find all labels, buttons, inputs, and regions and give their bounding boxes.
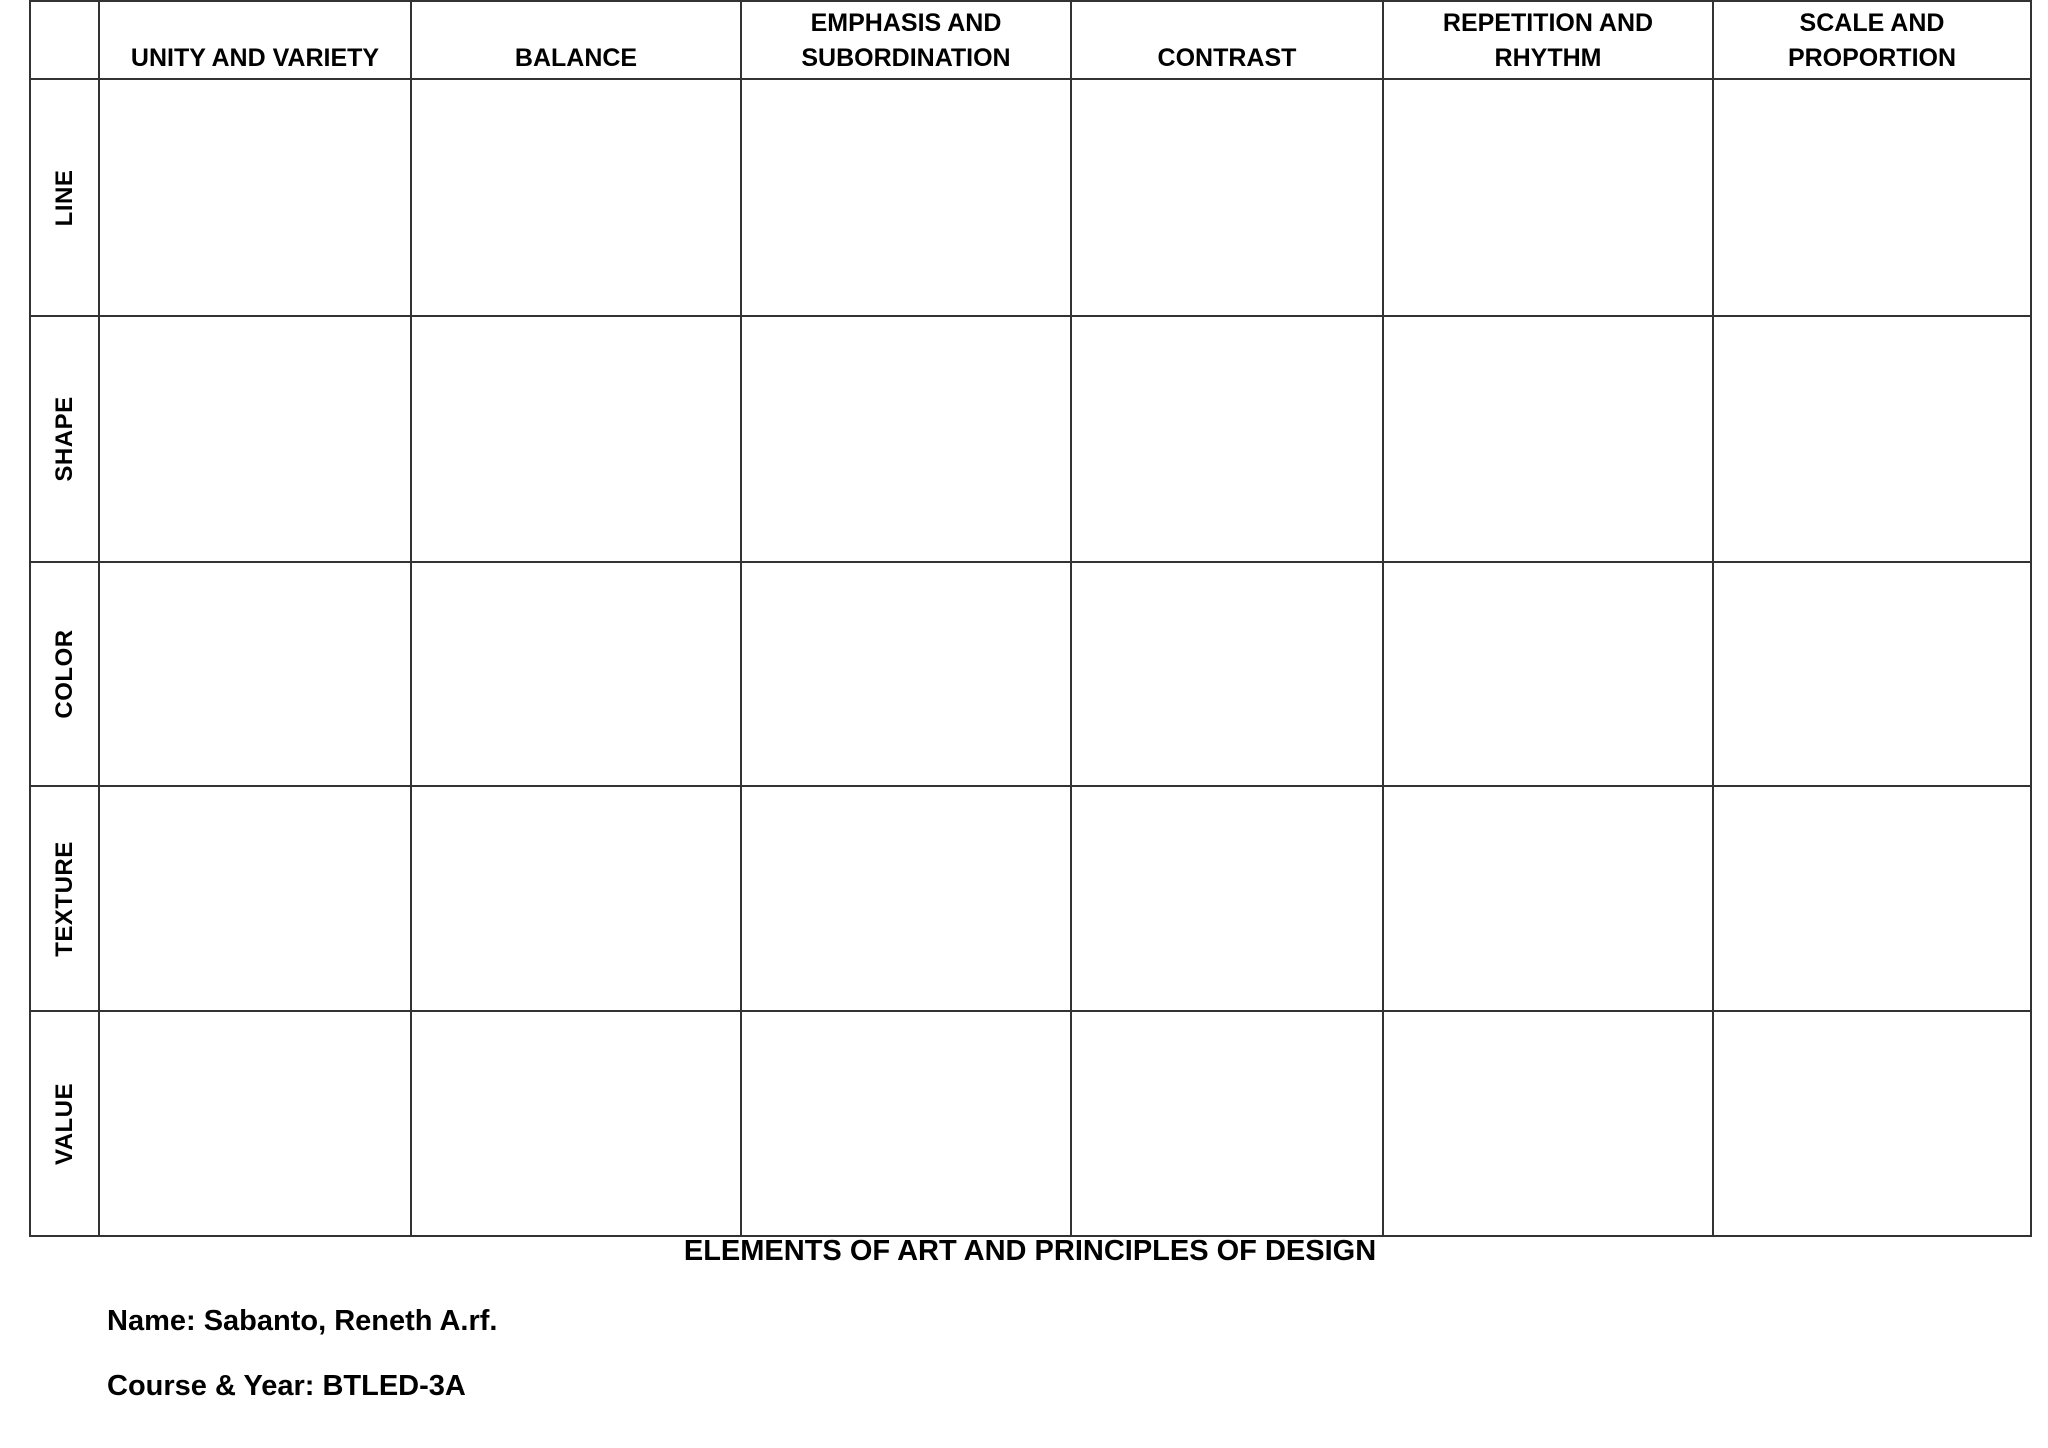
table-cell[interactable] — [1071, 786, 1383, 1011]
table-cell[interactable] — [741, 316, 1071, 562]
row-label-texture: TEXTURE — [30, 786, 99, 1011]
table-cell[interactable] — [1713, 79, 2031, 316]
table-cell[interactable] — [741, 786, 1071, 1011]
table-cell[interactable] — [1383, 316, 1713, 562]
table-cell[interactable] — [741, 79, 1071, 316]
table-cell[interactable] — [741, 1011, 1071, 1236]
table-cell[interactable] — [411, 562, 741, 786]
table-cell[interactable] — [99, 1011, 411, 1236]
row-label-value: VALUE — [30, 1011, 99, 1236]
column-header-scale-and-proportion: SCALE AND PROPORTION — [1713, 1, 2031, 79]
table-cell[interactable] — [411, 316, 741, 562]
course-and-year: Course & Year: BTLED-3A — [107, 1370, 466, 1402]
table-row — [30, 562, 2031, 786]
row-label-line: LINE — [30, 79, 99, 316]
table-cell[interactable] — [1383, 786, 1713, 1011]
column-header-contrast: CONTRAST — [1071, 1, 1383, 79]
table-cell[interactable] — [1383, 1011, 1713, 1236]
table-cell[interactable] — [99, 786, 411, 1011]
table-cell[interactable] — [1071, 562, 1383, 786]
table-cell[interactable] — [741, 562, 1071, 786]
table-cell[interactable] — [1713, 316, 2031, 562]
table-cell[interactable] — [1071, 316, 1383, 562]
row-label-shape: SHAPE — [30, 316, 99, 562]
table-cell[interactable] — [411, 79, 741, 316]
table-row — [30, 79, 2031, 316]
column-header-repetition-and-rhythm: REPETITION AND RHYTHM — [1383, 1, 1713, 79]
table-row — [30, 1011, 2031, 1236]
header-row — [30, 1, 2031, 79]
table-row — [30, 786, 2031, 1011]
table-cell[interactable] — [1071, 1011, 1383, 1236]
corner-cell — [30, 1, 99, 79]
table-cell[interactable] — [1713, 562, 2031, 786]
column-header-balance: BALANCE — [411, 1, 741, 79]
student-name: Name: Sabanto, Reneth A.rf. — [107, 1305, 498, 1337]
table-cell[interactable] — [1713, 1011, 2031, 1236]
table-cell[interactable] — [411, 786, 741, 1011]
table-cell[interactable] — [99, 79, 411, 316]
table-cell[interactable] — [411, 1011, 741, 1236]
table-cell[interactable] — [99, 562, 411, 786]
table-cell[interactable] — [1383, 79, 1713, 316]
column-header-emphasis-and-subordination: EMPHASIS AND SUBORDINATION — [741, 1, 1071, 79]
row-label-color: COLOR — [30, 562, 99, 786]
table-cell[interactable] — [99, 316, 411, 562]
column-header-unity-and-variety: UNITY AND VARIETY — [99, 1, 411, 79]
elements-principles-table — [29, 0, 2032, 1237]
table-caption: ELEMENTS OF ART AND PRINCIPLES OF DESIGN — [683, 1235, 1377, 1267]
table-cell[interactable] — [1071, 79, 1383, 316]
table-row — [30, 316, 2031, 562]
table-cell[interactable] — [1713, 786, 2031, 1011]
table-cell[interactable] — [1383, 562, 1713, 786]
